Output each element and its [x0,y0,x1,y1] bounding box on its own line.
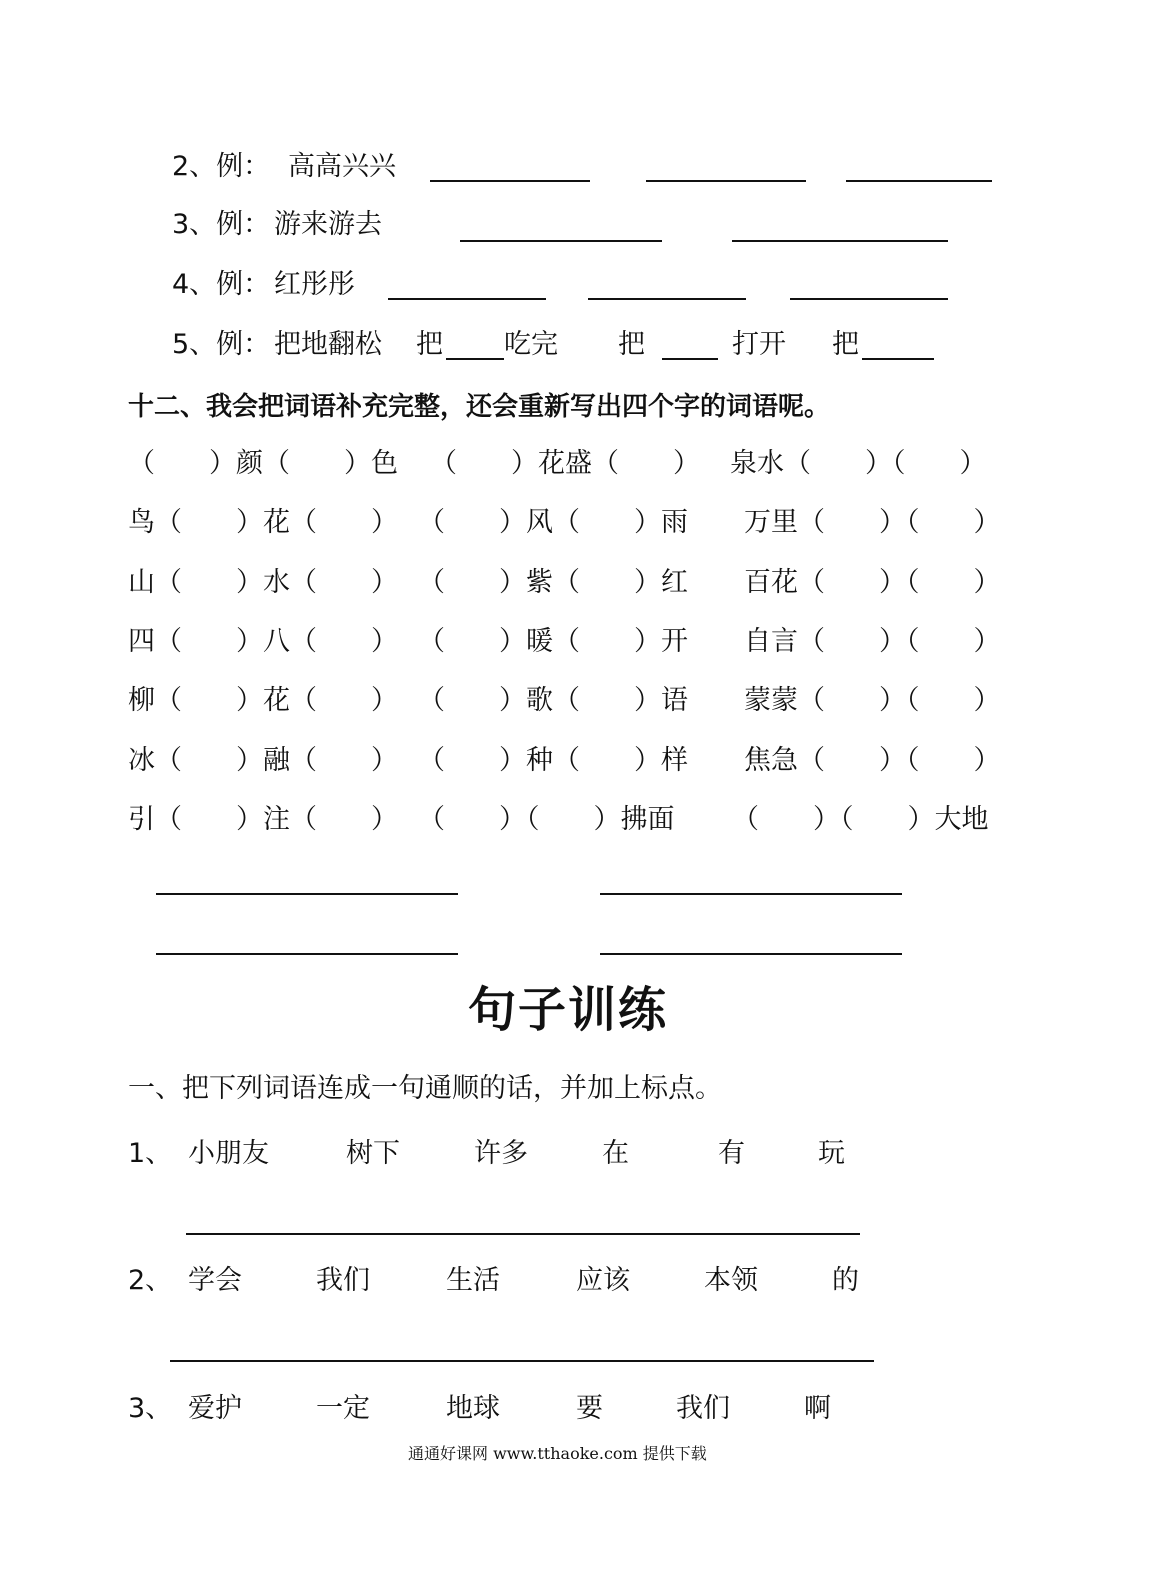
word: 有 [718,1138,745,1169]
word: 在 [602,1138,629,1169]
item-number: 3、 [128,1393,173,1424]
idiom-cell: 百花（ ）（ ） [744,567,1001,598]
idiom-cell: 引（ ）注（ ） [128,804,398,835]
section-12-title: 十二、我会把词语补充完整，还会重新写出四个字的词语呢。 [128,392,831,422]
example-5-item: 把 [832,329,859,360]
footer-text: 通通好课网 www.tthaoke.com 提供下载 [408,1444,707,1463]
example-3-word: 游来游去 [274,209,382,240]
word: 许多 [474,1138,528,1169]
word: 树下 [346,1138,400,1169]
idiom-cell: 四（ ）八（ ） [128,626,398,657]
example-5-item: 把 [618,329,645,360]
idiom-cell: （ ）颜（ ）色 [128,448,398,479]
blank-line[interactable] [790,298,948,300]
idiom-cell: 万里（ ）（ ） [744,507,1001,538]
idiom-cell: （ ）花盛（ ） [430,448,700,479]
word: 小朋友 [188,1138,269,1169]
blank-line[interactable] [588,298,746,300]
answer-line[interactable] [186,1233,860,1235]
idiom-cell: 焦急（ ）（ ） [744,745,1001,776]
answer-line[interactable] [600,953,902,955]
answer-line[interactable] [156,893,458,895]
blank-line[interactable] [460,240,662,242]
word: 要 [576,1393,603,1424]
word: 一定 [316,1393,370,1424]
example-5-label: 5、例： [172,329,271,360]
item-number: 1、 [128,1138,173,1169]
idiom-cell: （ ）暖（ ）开 [418,626,688,657]
idiom-cell: （ ）紫（ ）红 [418,567,688,598]
example-5-item: 把 [416,329,443,360]
example-4-word: 红彤彤 [274,269,355,300]
idiom-cell: （ ）风（ ）雨 [418,507,688,538]
word: 生活 [446,1265,500,1296]
idiom-cell: 泉水（ ）（ ） [730,448,987,479]
idiom-cell: （ ）（ ）拂面 [418,804,675,835]
blank-line[interactable] [646,180,806,182]
item-number: 2、 [128,1265,173,1296]
idiom-cell: （ ）歌（ ）语 [418,685,688,716]
idiom-cell: 自言（ ）（ ） [744,626,1001,657]
word: 我们 [676,1393,730,1424]
instruction: 一、把下列词语连成一句通顺的话，并加上标点。 [128,1073,722,1104]
example-2-label: 2、例： [172,151,271,182]
answer-line[interactable] [600,893,902,895]
example-4-label: 4、例： [172,269,271,300]
word: 本领 [704,1265,758,1296]
blank-line[interactable] [446,358,504,360]
idiom-cell: 山（ ）水（ ） [128,567,398,598]
example-5-word: 把地翻松 [274,329,382,360]
example-3-label: 3、例： [172,209,271,240]
idiom-cell: （ ）（ ）大地 [732,804,989,835]
word: 地球 [446,1393,500,1424]
example-5-item: 吃完 [504,329,558,360]
answer-line[interactable] [156,953,458,955]
blank-line[interactable] [846,180,992,182]
word: 玩 [818,1138,845,1169]
word: 学会 [188,1265,242,1296]
blank-line[interactable] [732,240,948,242]
word: 我们 [316,1265,370,1296]
blank-line[interactable] [430,180,590,182]
idiom-cell: 柳（ ）花（ ） [128,685,398,716]
idiom-cell: 蒙蒙（ ）（ ） [744,685,1001,716]
blank-line[interactable] [388,298,546,300]
idiom-cell: 冰（ ）融（ ） [128,745,398,776]
answer-line[interactable] [170,1360,874,1362]
blank-line[interactable] [862,358,934,360]
section-title: 句子训练 [468,982,669,1038]
idiom-cell: （ ）种（ ）样 [418,745,688,776]
word: 啊 [804,1393,831,1424]
word: 的 [832,1265,859,1296]
example-2-word: 高高兴兴 [288,151,396,182]
word: 爱护 [188,1393,242,1424]
blank-line[interactable] [662,358,718,360]
idiom-cell: 鸟（ ）花（ ） [128,507,398,538]
word: 应该 [576,1265,630,1296]
example-5-item: 打开 [732,329,786,360]
